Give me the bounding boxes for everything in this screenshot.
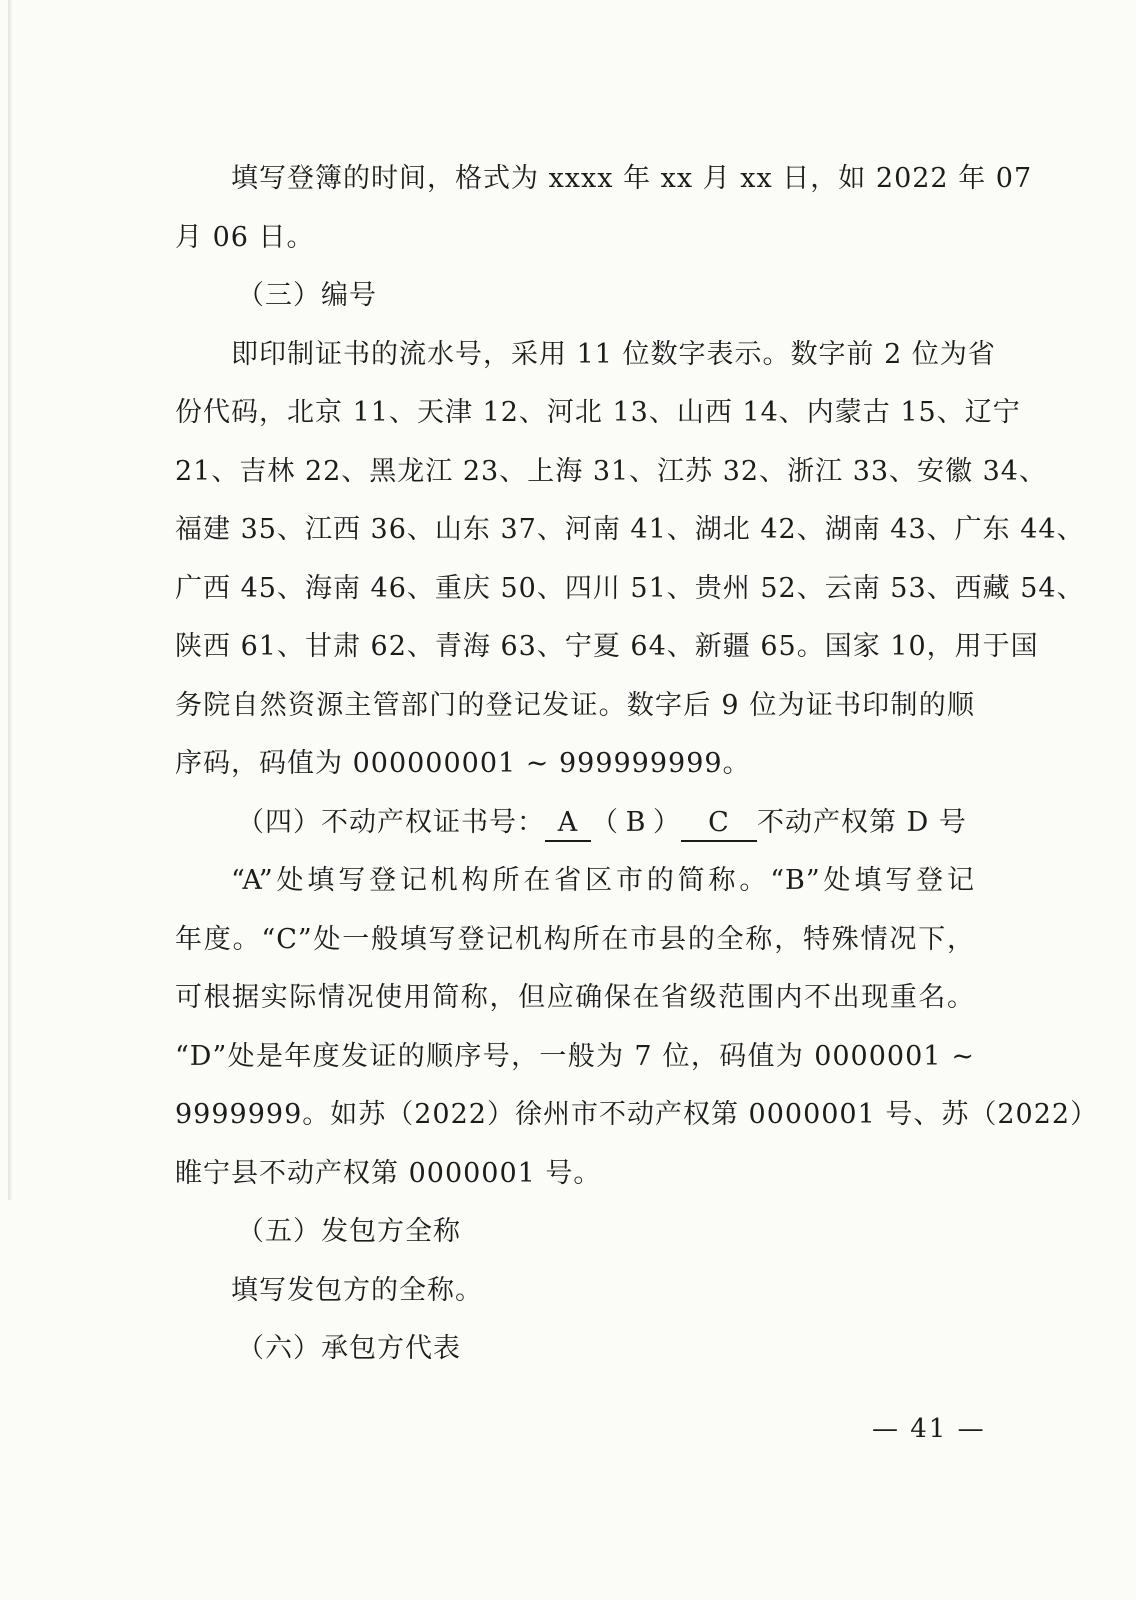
paragraph-line: 陕西 61、甘肃 62、青海 63、宁夏 64、新疆 65。国家 10，用于国 (175, 631, 1039, 662)
paragraph-line: “D”处是年度发证的顺序号，一般为 7 位，码值为 0000001 ~ (175, 1040, 975, 1072)
paragraph-line: 广西 45、海南 46、重庆 50、四川 51、贵州 52、云南 53、西藏 54、 (175, 572, 1085, 604)
paragraph-line: 填写发包方的全称。 (231, 1274, 483, 1306)
paragraph-line: 序码，码值为 000000001 ~ 999999999。 (175, 748, 751, 779)
paragraph-line: 福建 35、江西 36、山东 37、河南 41、湖北 42、湖南 43、广东 44、 (175, 514, 1085, 545)
paragraph-line: 月 06 日。 (175, 221, 315, 253)
scan-edge-shadow (8, 0, 12, 1200)
cert-prefix: （四）不动产权证书号： (237, 806, 545, 838)
cert-middle: 不动产权第 (757, 806, 897, 838)
paragraph-line: 份代码，北京 11、天津 12、河北 13、山西 14、内蒙古 15、辽宁 (175, 397, 1021, 428)
blank-b: B (625, 806, 647, 838)
blank-c: C (681, 806, 757, 842)
document-body (175, 150, 1099, 1379)
page-number: — 41 — (872, 1414, 986, 1444)
paragraph-line: 填写登簿的时间，格式为 xxxx 年 xx 月 xx 日，如 2022 年 07 (231, 163, 1033, 194)
paren-close: ） (653, 806, 681, 838)
blank-d: D (906, 806, 930, 838)
paragraph-line: “A”处填写登记机构所在省区市的简称。“B”处填写登记 (231, 865, 975, 896)
paragraph-line: 务院自然资源主管部门的登记发证。数字后 9 位为证书印制的顺 (175, 689, 975, 721)
cert-suffix: 号 (938, 806, 967, 838)
paren-open: （ (591, 806, 619, 838)
section-heading: （三）编号 (237, 280, 377, 311)
paragraph-line: 可根据实际情况使用简称，但应确保在省级范围内不出现重名。 (175, 982, 975, 1013)
section-heading: （六）承包方代表 (237, 1333, 461, 1364)
paragraph-line: 睢宁县不动产权第 0000001 号。 (175, 1157, 602, 1189)
paragraph-line: 即印制证书的流水号，采用 11 位数字表示。数字前 2 位为省 (231, 338, 996, 370)
blank-a: A (545, 806, 591, 842)
paragraph-line: 9999999。如苏（2022）徐州市不动产权第 0000001 号、苏（2022） (175, 1099, 1099, 1130)
cert-number-heading (175, 794, 975, 853)
paragraph-line: 21、吉林 22、黑龙江 23、上海 31、江苏 32、浙江 33、安徽 34、 (175, 455, 1047, 487)
section-heading: （五）发包方全称 (237, 1216, 461, 1247)
paragraph-line: 年度。“C”处一般填写登记机构所在市县的全称，特殊情况下， (175, 923, 975, 955)
